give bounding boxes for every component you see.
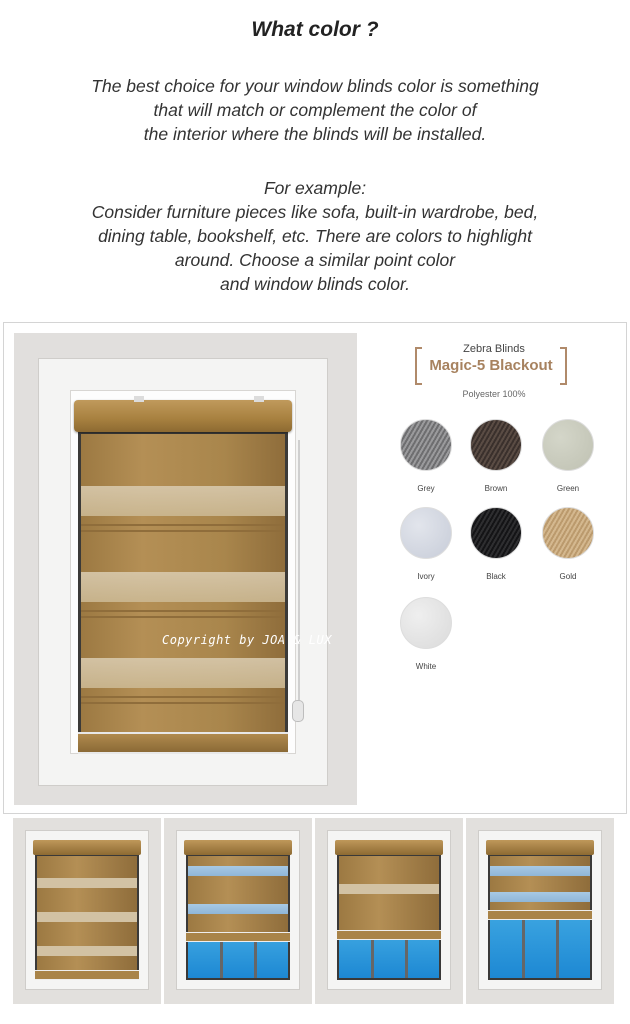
fabric-stripe [81,702,285,704]
swatch-label: White [415,662,437,671]
bottom-bar [78,732,288,754]
intro-text [40,74,590,146]
fabric-stripe [81,610,285,612]
thumb-sheer [490,866,590,876]
main-blind-photo [14,333,357,805]
example-line: and window blinds color. [219,274,410,294]
thumb-headrail [486,840,594,855]
thumb-mullion [522,918,525,978]
example-text [40,176,590,296]
swatch-label: Ivory [417,572,435,581]
window-glass [78,400,288,746]
product-name: Magic-5 Blackout [429,357,553,374]
thumb-sky [188,938,288,978]
swatch-gold[interactable] [542,507,594,581]
thumb-mullion [254,938,257,978]
headrail [74,400,292,432]
thumb-headrail [184,840,292,855]
thumb-frame [327,830,451,990]
thumb-bottom-bar [35,970,139,980]
intro-line: The best choice for your window blinds color is something [91,76,539,96]
swatch-label: Brown [484,484,508,493]
thumb-shade [490,856,590,910]
thumb-sky [339,936,439,978]
product-name-bracket [415,347,567,383]
thumb-headrail [33,840,141,855]
thumb-sheer [37,946,137,956]
fabric-stripe [81,696,285,698]
swatch-brown[interactable] [470,419,522,493]
swatch-circle [542,507,594,559]
thumb-mullion [371,936,374,978]
swatch-label: Grey [417,484,435,493]
sheer-band [81,572,285,602]
fabric-stripe [81,530,285,532]
thumb-frame [478,830,602,990]
fabric-stripe [81,616,285,618]
thumbnail-half-open[interactable] [315,818,463,1004]
spec-block [364,323,624,813]
thumb-shade [188,856,288,932]
swatch-circle [542,419,594,471]
thumb-frame [25,830,149,990]
example-line: Consider furniture pieces like sofa, built-in wardrobe, bed, [91,202,539,222]
swatch-circle [400,507,452,559]
thumb-sheer [37,878,137,888]
thumb-mullion [405,936,408,978]
thumb-bottom-bar [337,930,441,940]
swatch-ivory[interactable] [400,507,452,581]
thumb-shade [37,856,137,970]
thumb-frame [176,830,300,990]
intro-line: the interior where the blinds will be installed. [143,124,487,144]
swatch-black[interactable] [470,507,522,581]
thumbnail-raised[interactable] [466,818,614,1004]
fabric-stripe [81,524,285,526]
swatch-label: Green [556,484,580,493]
pull-chain [298,440,300,720]
sheer-band [81,658,285,688]
thumbnail-strip [13,818,613,1004]
swatch-circle [470,507,522,559]
thumb-shade [339,856,439,930]
swatch-label: Black [486,572,506,581]
thumb-headrail [335,840,443,855]
thumb-sheer [37,912,137,922]
thumb-bottom-bar [186,932,290,942]
example-line: dining table, bookshelf, etc. There are colors to highlight [98,226,532,246]
thumb-mullion [220,938,223,978]
thumb-mullion [556,918,559,978]
window-inner-frame [70,390,296,754]
heading: What color ? [251,18,379,41]
swatch-grey[interactable] [400,419,452,493]
thumb-window [35,840,139,980]
swatch-label: Gold [559,572,577,581]
thumbnail-half-open[interactable] [164,818,312,1004]
thumb-sky [490,918,590,978]
window-frame [38,358,328,786]
thumbnail-closed[interactable] [13,818,161,1004]
thumb-window [337,840,441,980]
thumb-sheer [188,866,288,876]
swatch-circle [400,419,452,471]
sheer-band [81,486,285,516]
example-line: For example: [263,178,367,198]
thumb-window [488,840,592,980]
product-panel [3,322,627,814]
product-category: Zebra Blinds [463,343,525,355]
thumb-sheer [188,904,288,914]
thumb-sheer [490,892,590,902]
thumb-window [186,840,290,980]
swatch-white[interactable] [400,597,452,671]
swatch-green[interactable] [542,419,594,493]
swatch-circle [470,419,522,471]
intro-line: that will match or complement the color of [153,100,477,120]
watermark: Copyright by JOA & LUX [162,633,332,647]
bracket [254,396,264,402]
thumb-sheer [339,884,439,894]
zebra-shade [81,434,285,732]
example-line: around. Choose a similar point color [174,250,456,270]
bracket [134,396,144,402]
swatch-circle [400,597,452,649]
product-material: Polyester 100% [462,389,526,399]
thumb-bottom-bar [488,910,592,920]
cord-weight [292,700,304,722]
